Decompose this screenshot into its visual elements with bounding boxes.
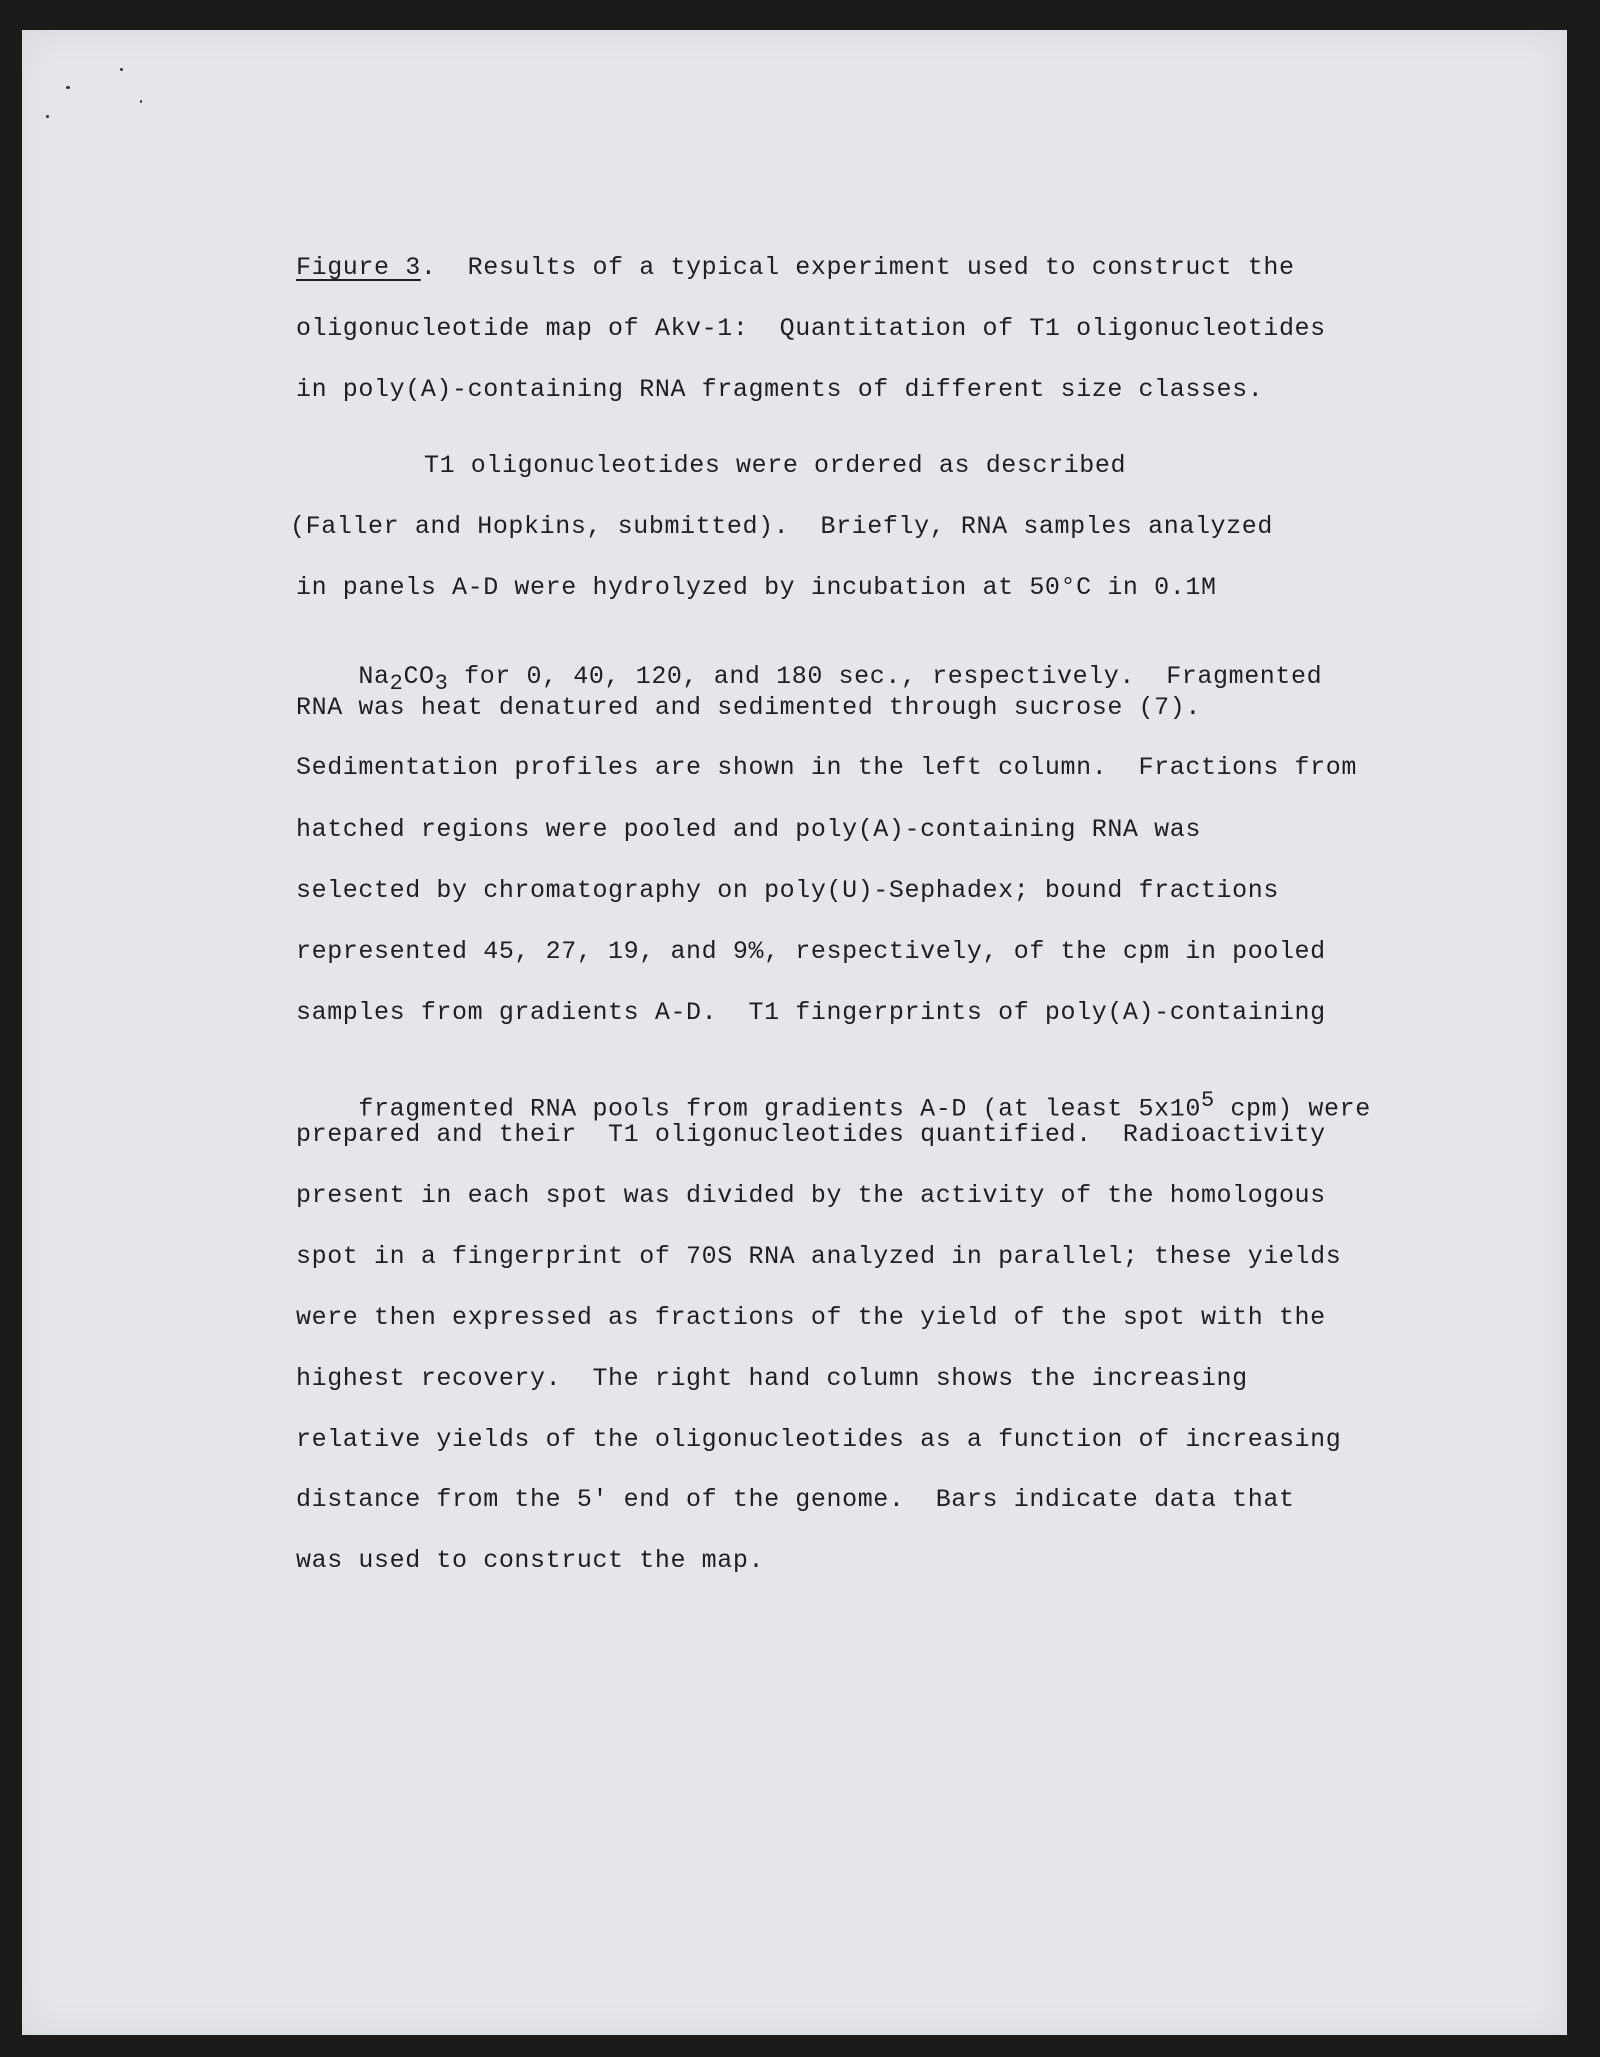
speck-mark bbox=[66, 86, 70, 89]
body-line-11-end: cpm) were bbox=[1214, 1094, 1371, 1124]
body-line-8: selected by chromatography on poly(U)-Sephadex; bound fractions bbox=[296, 876, 1279, 905]
body-line-3: in panels A-D were hydrolyzed by incubation at 50°C in 0.1M bbox=[296, 573, 1217, 602]
body-line-14: spot in a fingerprint of 70S RNA analyzed in parallel; these yields bbox=[296, 1242, 1342, 1271]
speck-mark bbox=[46, 115, 49, 118]
body-line-2: (Faller and Hopkins, submitted). Briefly, RNA samples analyzed bbox=[290, 512, 1273, 541]
body-line-11-start: fragmented RNA pools from gradients A-D (at least 5x10 bbox=[358, 1094, 1201, 1124]
figure-label: Figure 3 bbox=[296, 253, 421, 282]
speck-mark bbox=[140, 100, 142, 103]
formula-sub-3: 3 bbox=[434, 671, 449, 696]
caption-line-3: in poly(A)-containing RNA fragments of different size classes. bbox=[296, 375, 1264, 404]
speck-mark bbox=[120, 68, 123, 71]
body-line-7: hatched regions were pooled and poly(A)-containing RNA was bbox=[296, 815, 1201, 844]
body-line-5: RNA was heat denatured and sedimented through sucrose (7). bbox=[296, 693, 1201, 722]
formula-co: CO bbox=[403, 662, 435, 691]
formula-na: Na bbox=[358, 662, 390, 691]
body-line-4-rest: for 0, 40, 120, and 180 sec., respectively. Fragmented bbox=[448, 662, 1323, 691]
caption-title-1: . Results of a typical experiment used to construct the bbox=[420, 253, 1295, 282]
body-line-13: present in each spot was divided by the activity of the homologous bbox=[296, 1181, 1326, 1210]
body-line-1: T1 oligonucleotides were ordered as described bbox=[424, 451, 1127, 480]
caption-line-1 bbox=[296, 253, 1295, 282]
body-line-17: relative yields of the oligonucleotides as a function of increasing bbox=[296, 1425, 1342, 1454]
body-line-18: distance from the 5' end of the genome. Bars indicate data that bbox=[296, 1485, 1295, 1514]
body-line-12: prepared and their T1 oligonucleotides quantified. Radioactivity bbox=[296, 1120, 1326, 1149]
body-line-6: Sedimentation profiles are shown in the left column. Fractions from bbox=[296, 753, 1357, 782]
formula-sub-2: 2 bbox=[389, 671, 404, 696]
body-line-16: highest recovery. The right hand column shows the increasing bbox=[296, 1364, 1248, 1393]
body-line-19: was used to construct the map. bbox=[296, 1546, 765, 1575]
body-line-10: samples from gradients A-D. T1 fingerprints of poly(A)-containing bbox=[296, 998, 1326, 1027]
exponent-5: 5 bbox=[1200, 1088, 1215, 1113]
caption-line-2: oligonucleotide map of Akv-1: Quantitation of T1 oligonucleotides bbox=[296, 314, 1326, 343]
body-line-9: represented 45, 27, 19, and 9%, respectively, of the cpm in pooled bbox=[296, 937, 1326, 966]
body-line-15: were then expressed as fractions of the yield of the spot with the bbox=[296, 1303, 1326, 1332]
